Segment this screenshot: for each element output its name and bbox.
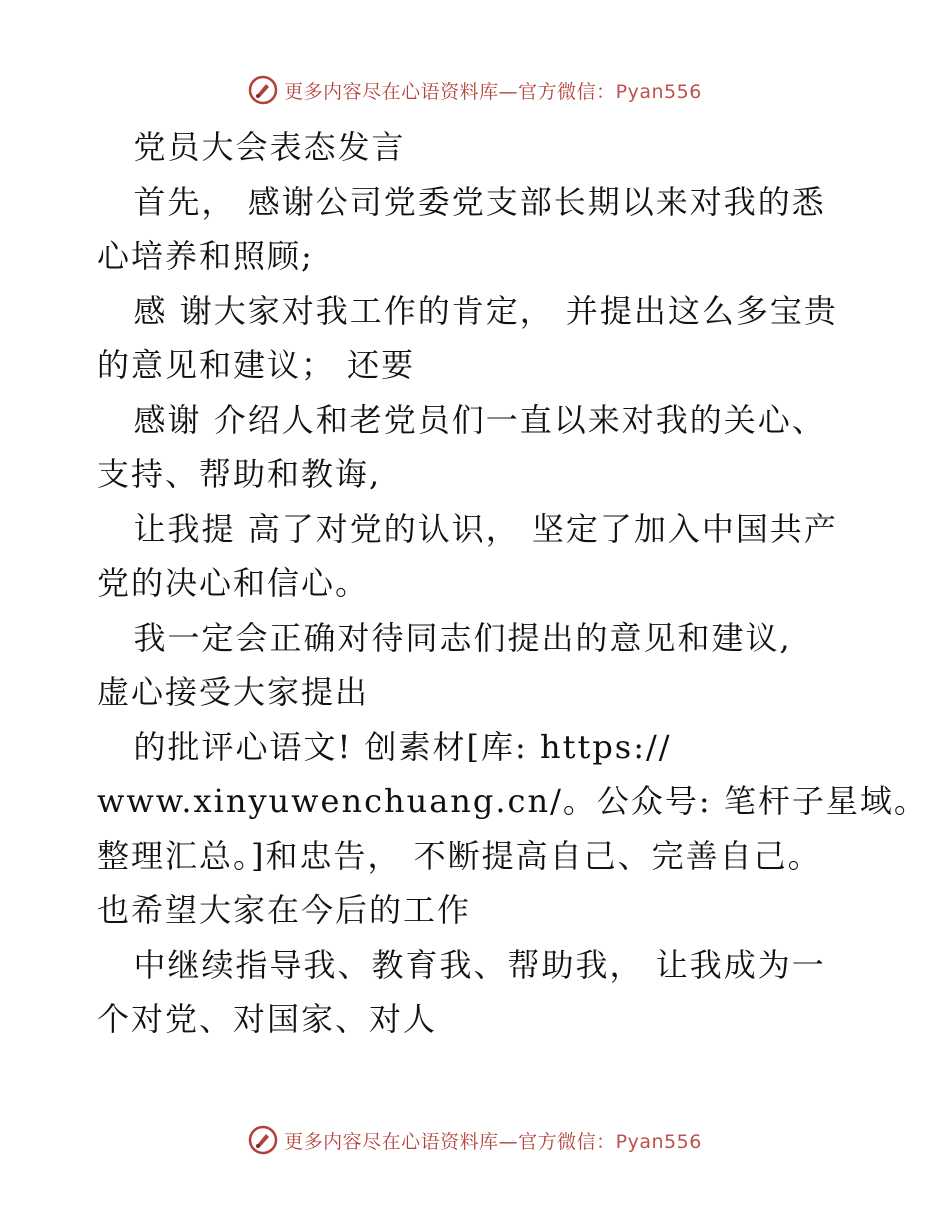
doc-line: 感谢 介绍人和老党员们一直以来对我的关心、 xyxy=(97,400,826,439)
doc-line: 感 谢大家对我工作的肯定， 并提出这么多宝贵 xyxy=(97,291,838,330)
header-banner-label: 更多内容尽在心语资料库—官方微信： xyxy=(284,80,616,103)
footer-banner xyxy=(0,1120,950,1160)
doc-line-title: 党员大会表态发言 xyxy=(97,128,406,166)
doc-line: 党的决心和信心。 xyxy=(97,564,370,602)
footer-banner-inner xyxy=(248,1125,702,1155)
doc-line: 个对党、对国家、对人 xyxy=(97,1000,438,1038)
doc-line: 中继续指导我、教育我、帮助我， 让我成为一 xyxy=(97,945,826,984)
doc-line: 的意见和建议； 还要 xyxy=(97,346,416,384)
doc-line: 整理汇总。]和忠告， 不断提高自己、完善自己。 xyxy=(97,836,822,875)
doc-line: 虚心接受大家提出 xyxy=(97,673,370,711)
doc-line: 首先， 感谢公司党委党支部长期以来对我的悉 xyxy=(97,182,826,221)
doc-line: 让我提 高了对党的认识， 坚定了加入中国共产 xyxy=(97,509,838,548)
doc-line: www.xinyuwenchuang.cn/。公众号: 笔杆子星域。 xyxy=(97,782,928,820)
header-banner xyxy=(0,70,950,110)
doc-line: 我一定会正确对待同志们提出的意见和建议, xyxy=(97,618,792,657)
doc-line: 心培养和照顾; xyxy=(97,237,314,275)
header-wechat-id: Pyan556 xyxy=(615,80,702,103)
footer-banner-label: 更多内容尽在心语资料库—官方微信： xyxy=(284,1130,616,1153)
footer-wechat-id: Pyan556 xyxy=(615,1130,702,1153)
logo-icon xyxy=(248,1125,278,1155)
logo-icon xyxy=(248,75,278,105)
doc-line: 支持、帮助和教诲, xyxy=(97,455,382,493)
doc-line: 的批评心语文! 创素材[库: https:// xyxy=(97,727,672,766)
document-body xyxy=(97,120,928,1047)
header-banner-text xyxy=(284,77,702,104)
doc-line: 也希望大家在今后的工作 xyxy=(97,891,472,929)
footer-banner-text xyxy=(284,1127,702,1154)
header-banner-inner xyxy=(248,75,702,105)
